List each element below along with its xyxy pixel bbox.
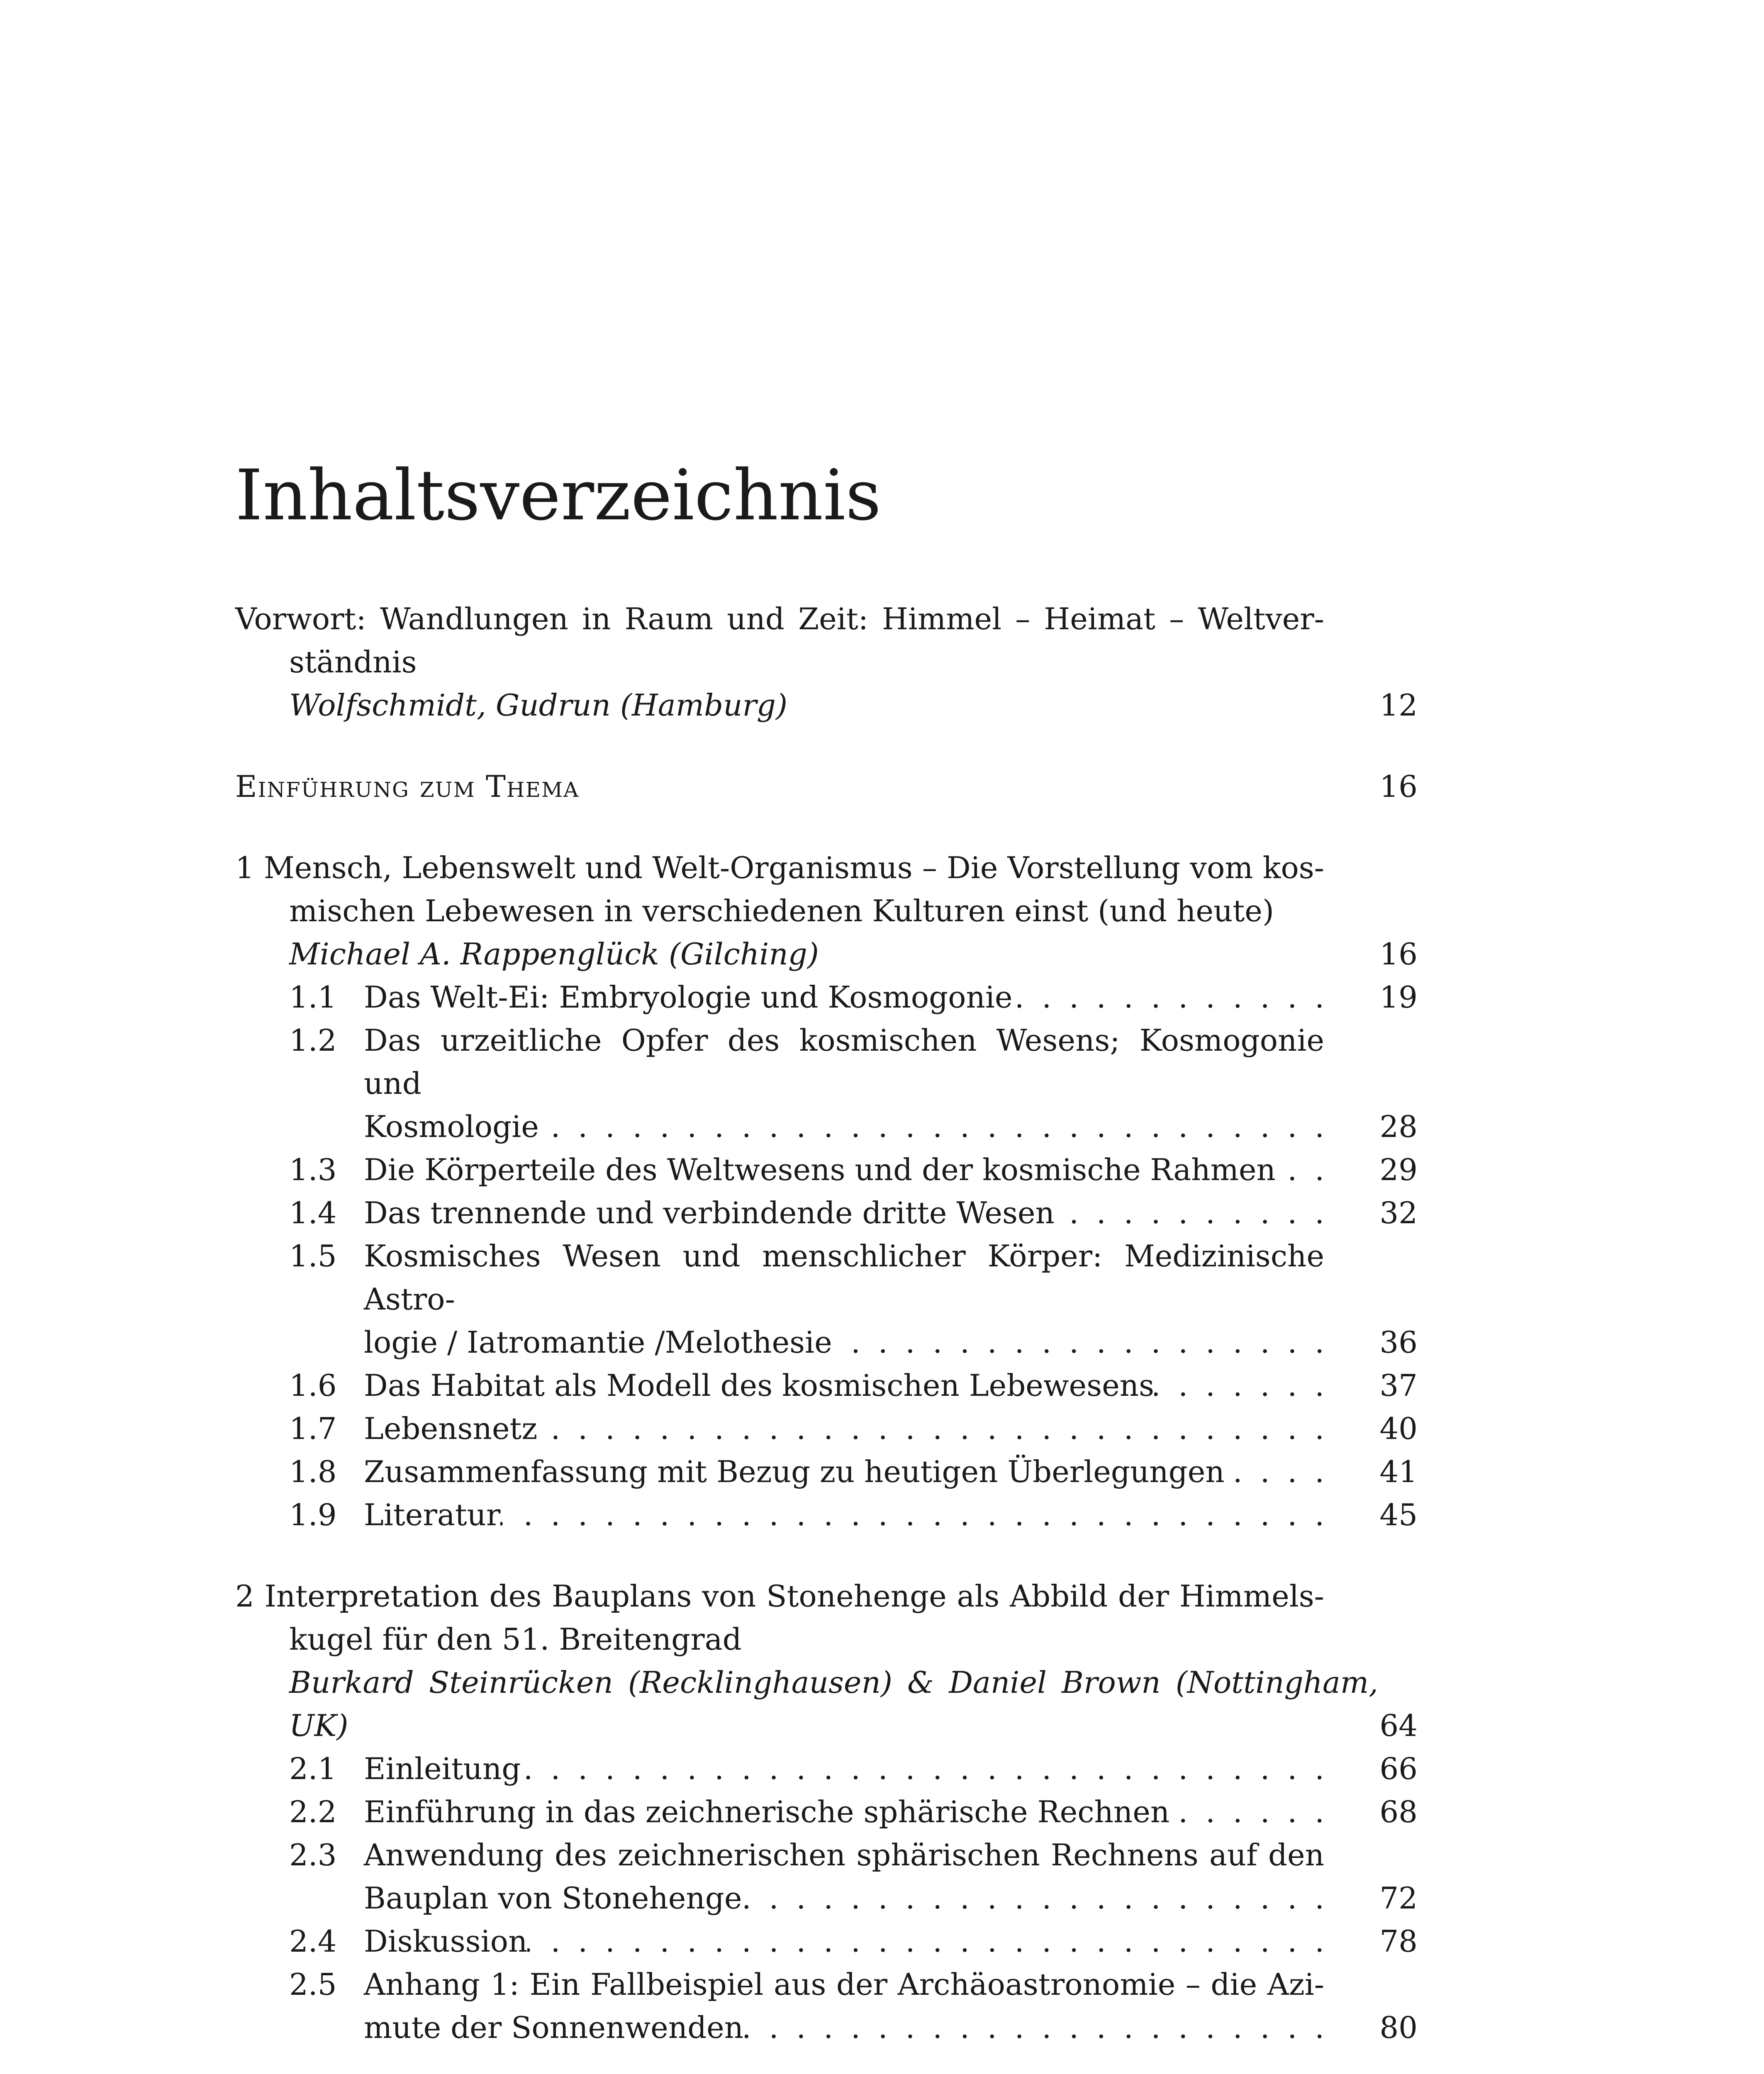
toc-entry-einfuehrung[interactable] bbox=[235, 765, 1418, 808]
section-title-line: Kosmisches Wesen und menschlicher Körper: Medizinische Astro- bbox=[364, 1239, 1324, 1317]
section-title bbox=[364, 1234, 1324, 1364]
section-title bbox=[364, 1364, 1324, 1407]
section-number: 2.5 bbox=[289, 1967, 337, 2002]
entry-title: Einführung zum Thema bbox=[235, 769, 580, 804]
leader-dots bbox=[500, 1493, 1324, 1536]
section-title bbox=[364, 1450, 1324, 1493]
section-number: 1.7 bbox=[289, 1411, 337, 1446]
toc-section-2-2[interactable] bbox=[235, 1790, 1418, 1833]
page-number: 37 bbox=[1379, 1368, 1418, 1403]
leader-dots bbox=[521, 1747, 1324, 1790]
section-title-line: Bauplan von Stonehenge bbox=[364, 1881, 742, 1916]
section-title bbox=[364, 1148, 1324, 1191]
page-number: 68 bbox=[1379, 1794, 1418, 1829]
section-title-line: logie / Iatromantie /Melothesie bbox=[364, 1325, 832, 1360]
entry-title-line: Vorwort: Wandlungen in Raum und Zeit: Himmel – Heimat – Weltver- bbox=[235, 601, 1324, 636]
section-title-line: Lebensnetz bbox=[364, 1411, 538, 1446]
section-title bbox=[364, 976, 1324, 1019]
toc-section-2-5[interactable] bbox=[235, 1963, 1418, 2049]
entry-title-line: 2 Interpretation des Bauplans von Stonehenge als Abbild der Himmels- bbox=[235, 1579, 1324, 1614]
section-title bbox=[364, 1747, 1324, 1790]
leader-dots bbox=[537, 1407, 1324, 1450]
section-title bbox=[364, 1920, 1324, 1963]
page-number: 78 bbox=[1379, 1924, 1418, 1959]
page-number: 41 bbox=[1379, 1454, 1418, 1489]
section-number: 1.9 bbox=[289, 1497, 337, 1532]
section-title-line: Das Welt-Ei: Embryologie und Kosmogonie bbox=[364, 980, 1013, 1015]
entry-author: Michael A. Rappenglück (Gilching) bbox=[289, 937, 819, 971]
section-list bbox=[235, 1747, 1418, 2049]
section-number: 1.1 bbox=[289, 980, 337, 1015]
section-title-line: Einführung in das zeichnerische sphärische Rechnen bbox=[364, 1794, 1170, 1829]
page-number: 29 bbox=[1379, 1152, 1418, 1187]
toc-section-1-6[interactable] bbox=[235, 1364, 1418, 1407]
section-title-line: Das trennende und verbindende dritte Wesen bbox=[364, 1195, 1055, 1230]
section-title bbox=[364, 1019, 1324, 1148]
leader-dots bbox=[1154, 1364, 1324, 1407]
leader-dots bbox=[1055, 1191, 1324, 1234]
toc-section-1-9[interactable] bbox=[235, 1493, 1418, 1536]
leader-dots bbox=[1276, 1148, 1324, 1191]
entry-title-line: kugel für den 51. Breitengrad bbox=[289, 1622, 742, 1657]
page-number: 72 bbox=[1379, 1881, 1418, 1916]
section-number: 2.2 bbox=[289, 1794, 337, 1829]
leader-dots bbox=[1013, 976, 1324, 1019]
toc-section-1-8[interactable] bbox=[235, 1450, 1418, 1493]
leader-dots bbox=[539, 1105, 1324, 1148]
page-number: 16 bbox=[1379, 769, 1418, 804]
section-title-line: Die Körperteile des Weltwesens und der kosmische Rahmen bbox=[364, 1152, 1276, 1187]
section-number: 1.3 bbox=[289, 1152, 337, 1187]
toc-section-1-2[interactable] bbox=[235, 1019, 1418, 1148]
page-number: 40 bbox=[1379, 1411, 1418, 1446]
entry-author-line: UK) bbox=[289, 1708, 348, 1743]
section-title bbox=[364, 1790, 1324, 1833]
section-title bbox=[364, 1191, 1324, 1234]
toc-section-1-3[interactable] bbox=[235, 1148, 1418, 1191]
section-title-line: Literatur bbox=[364, 1497, 501, 1532]
section-title-line: Kosmologie bbox=[364, 1109, 539, 1144]
page-number: 45 bbox=[1379, 1497, 1418, 1532]
toc-section-1-4[interactable] bbox=[235, 1191, 1418, 1234]
entry-title-line: 1 Mensch, Lebenswelt und Welt-Organismus – Die Vorstellung vom kos- bbox=[235, 850, 1324, 885]
page-number: 19 bbox=[1379, 980, 1418, 1015]
toc-section-1-7[interactable] bbox=[235, 1407, 1418, 1450]
section-title-line: Anwendung des zeichnerischen sphärischen Rechnens auf den bbox=[364, 1838, 1324, 1872]
section-title-line: Diskussion bbox=[364, 1924, 528, 1959]
entry-author: Wolfschmidt, Gudrun (Hamburg) bbox=[289, 688, 788, 723]
section-title bbox=[364, 1493, 1324, 1536]
page-title: Inhaltsverzeichnis bbox=[235, 455, 882, 536]
page-number: 80 bbox=[1379, 2010, 1418, 2045]
toc-section-2-3[interactable] bbox=[235, 1833, 1418, 1920]
section-title bbox=[364, 1407, 1324, 1450]
table-of-contents bbox=[235, 597, 1418, 2049]
section-title-line: Anhang 1: Ein Fallbeispiel aus der Archäoastronomie – die Azi- bbox=[364, 1967, 1324, 2002]
toc-section-1-1[interactable] bbox=[235, 976, 1418, 1019]
section-title-line: Das urzeitliche Opfer des kosmischen Wesens; Kosmogonie und bbox=[364, 1023, 1324, 1101]
toc-entry-chapter-1[interactable] bbox=[235, 846, 1418, 1536]
toc-entry-chapter-2[interactable] bbox=[235, 1575, 1418, 2049]
page-number: 32 bbox=[1379, 1195, 1418, 1230]
section-list bbox=[235, 976, 1418, 1536]
section-title-line: mute der Sonnenwenden bbox=[364, 2010, 744, 2045]
section-number: 1.6 bbox=[289, 1368, 337, 1403]
toc-section-1-5[interactable] bbox=[235, 1234, 1418, 1364]
section-title-line: Das Habitat als Modell des kosmischen Lebewesens bbox=[364, 1368, 1155, 1403]
page-number: 28 bbox=[1379, 1109, 1418, 1144]
toc-section-2-4[interactable] bbox=[235, 1920, 1418, 1963]
section-number: 1.2 bbox=[289, 1023, 337, 1058]
page-number: 66 bbox=[1379, 1751, 1418, 1786]
leader-dots bbox=[742, 1877, 1324, 1920]
toc-entry-vorwort[interactable] bbox=[235, 597, 1418, 727]
page-number: 64 bbox=[1379, 1708, 1418, 1743]
leader-dots bbox=[743, 2006, 1324, 2049]
entry-author-line: Burkard Steinrücken (Recklinghausen) & Daniel Brown (Nottingham, bbox=[289, 1665, 1378, 1700]
leader-dots bbox=[527, 1920, 1324, 1963]
leader-dots bbox=[1225, 1450, 1324, 1493]
section-number: 2.4 bbox=[289, 1924, 337, 1959]
section-title bbox=[364, 1833, 1324, 1920]
page-number: 16 bbox=[1379, 937, 1418, 971]
section-number: 1.5 bbox=[289, 1239, 337, 1273]
section-title-line: Einleitung bbox=[364, 1751, 521, 1786]
leader-dots bbox=[832, 1321, 1324, 1364]
page-number: 36 bbox=[1379, 1325, 1418, 1360]
section-number: 1.8 bbox=[289, 1454, 337, 1489]
entry-title-line: ständnis bbox=[289, 645, 417, 679]
page-number: 12 bbox=[1379, 688, 1418, 723]
section-number: 2.3 bbox=[289, 1838, 337, 1872]
toc-section-2-1[interactable] bbox=[235, 1747, 1418, 1790]
entry-title-line: mischen Lebewesen in verschiedenen Kulturen einst (und heute) bbox=[289, 893, 1274, 928]
leader-dots bbox=[1170, 1790, 1324, 1833]
section-title-line: Zusammenfassung mit Bezug zu heutigen Überlegungen bbox=[364, 1454, 1225, 1489]
section-number: 2.1 bbox=[289, 1751, 337, 1786]
section-title bbox=[364, 1963, 1324, 2049]
section-number: 1.4 bbox=[289, 1195, 337, 1230]
